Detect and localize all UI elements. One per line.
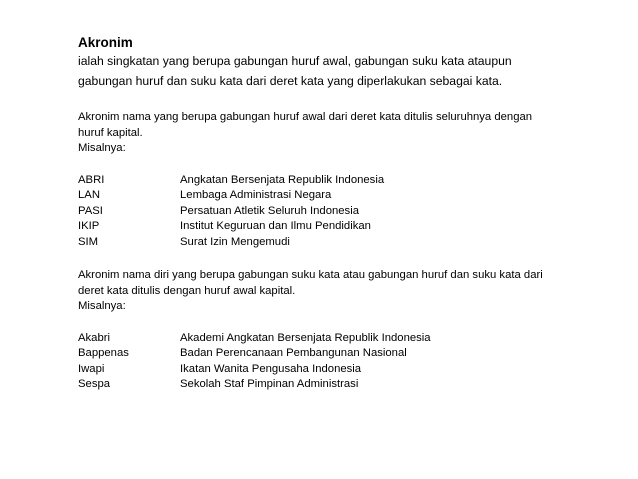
acronym-expansion: Persatuan Atletik Seluruh Indonesia: [180, 204, 359, 217]
list-item: [78, 188, 598, 204]
definition-line-1: ialah singkatan yang berupa gabungan huruf awal, gabungan suku kata ataupun: [78, 54, 512, 68]
definition-line-2: gabungan huruf dan suku kata dari deret kata yang diperlakukan sebagai kata.: [78, 73, 503, 88]
acronym-expansion: Lembaga Administrasi Negara: [180, 189, 332, 201]
page-title: Akronim: [78, 35, 133, 50]
section-intro-line-2: deret kata ditulis dengan huruf awal kapital.: [78, 284, 296, 297]
section-intro-line-1: Akronim nama diri yang berupa gabungan suku kata atau gabungan huruf dan suku kata dari: [78, 269, 543, 281]
acronym-expansion: Angkatan Bersenjata Republik Indonesia: [180, 173, 385, 186]
acronym-expansion: Ikatan Wanita Pengusaha Indonesia: [180, 362, 362, 375]
acronym: SIM: [78, 235, 99, 248]
section-capital-acronyms: [78, 110, 598, 250]
list-item: [78, 377, 598, 393]
list-item: [78, 173, 598, 189]
section-name-acronyms: [78, 268, 598, 393]
list-item: [78, 331, 598, 347]
example-label: Misalnya:: [78, 142, 126, 154]
acronym: ABRI: [78, 173, 105, 186]
acronym: Sespa: [78, 378, 111, 390]
acronym-expansion: Akademi Angkatan Bersenjata Republik Indonesia: [180, 331, 431, 344]
acronym: LAN: [78, 189, 100, 201]
acronym-expansion: Sekolah Staf Pimpinan Administrasi: [180, 378, 359, 390]
example-list: [78, 331, 598, 393]
acronym: IKIP: [78, 220, 100, 232]
section-intro-line-1: Akronim nama yang berupa gabungan huruf awal dari deret kata ditulis seluruhnya dengan: [78, 111, 533, 123]
list-item: [78, 346, 598, 362]
acronym: Bappenas: [78, 347, 129, 359]
list-item: [78, 204, 598, 220]
list-item: [78, 235, 598, 251]
acronym: PASI: [78, 204, 103, 217]
example-label: Misalnya:: [78, 300, 126, 312]
list-item: [78, 362, 598, 378]
example-list: [78, 173, 598, 251]
acronym-expansion: Institut Keguruan dan Ilmu Pendidikan: [180, 220, 371, 232]
section-intro-line-2: huruf kapital.: [78, 126, 143, 139]
acronym: Iwapi: [78, 362, 105, 375]
acronym: Akabri: [78, 331, 111, 344]
acronym-expansion: Badan Perencanaan Pembangunan Nasional: [180, 347, 407, 359]
header: [78, 34, 598, 91]
list-item: [78, 219, 598, 235]
acronym-expansion: Surat Izin Mengemudi: [180, 235, 290, 248]
